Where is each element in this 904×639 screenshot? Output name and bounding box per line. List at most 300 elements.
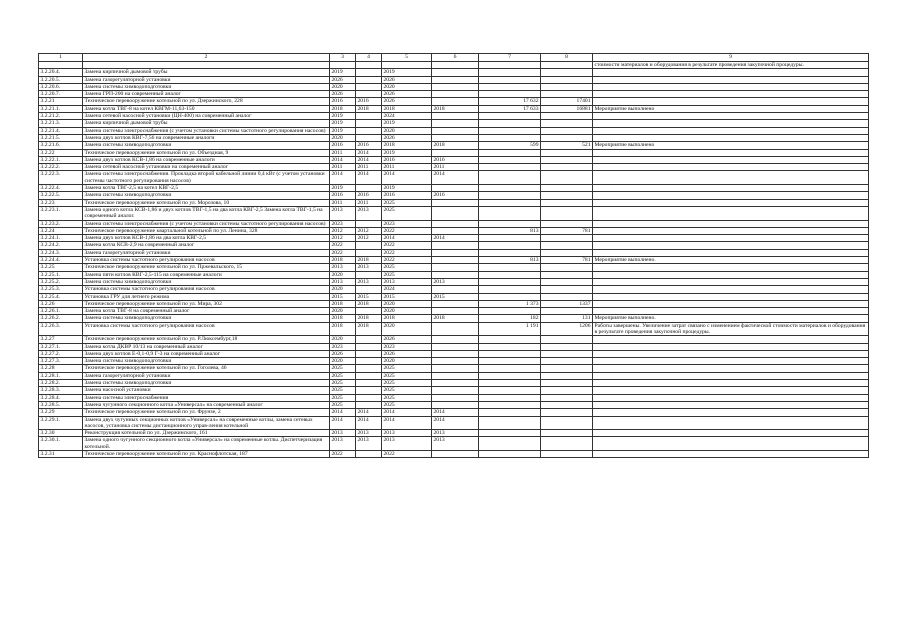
item-number: 3.2.26.3. bbox=[39, 322, 83, 336]
item-number: 3.2.25.4. bbox=[39, 293, 83, 300]
planned-cost bbox=[479, 437, 541, 451]
status-note bbox=[593, 380, 869, 387]
actual-start: 2014 bbox=[356, 416, 382, 430]
item-description: Замена системы химводоподготовки bbox=[83, 380, 330, 387]
planned-end bbox=[382, 62, 432, 69]
actual-end bbox=[432, 380, 479, 387]
status-note bbox=[593, 264, 869, 271]
planned-end: 2022 bbox=[382, 227, 432, 234]
status-note bbox=[593, 134, 869, 141]
item-description: Замена системы электроснабжения (с учетом установки системы частотного регулирования насосов) bbox=[83, 220, 330, 227]
actual-end: 2014 bbox=[432, 171, 479, 185]
actual-end bbox=[432, 220, 479, 227]
planned-start: 2020 bbox=[330, 134, 356, 141]
actual-start: 2018 bbox=[356, 300, 382, 307]
actual-cost bbox=[541, 308, 593, 315]
item-number: 3.2.28 bbox=[39, 365, 83, 372]
item-description: Замена двух котлов КВГ-7,56 на современные аналоги bbox=[83, 134, 330, 141]
actual-cost bbox=[541, 278, 593, 285]
planned-cost bbox=[479, 120, 541, 127]
actual-start bbox=[356, 336, 382, 343]
actual-start bbox=[356, 372, 382, 379]
planned-end: 2014 bbox=[382, 409, 432, 416]
item-description: Замена кирпичной дымовой трубы bbox=[83, 69, 330, 76]
planned-start: 2013 bbox=[330, 430, 356, 437]
planned-cost bbox=[479, 401, 541, 408]
planned-cost bbox=[479, 249, 541, 256]
status-note bbox=[593, 242, 869, 249]
actual-end: 2015 bbox=[432, 293, 479, 300]
actual-start bbox=[356, 220, 382, 227]
actual-cost bbox=[541, 286, 593, 293]
status-note bbox=[593, 192, 869, 199]
item-description: Замена системы химводоподготовки bbox=[83, 142, 330, 149]
planned-end: 2026 bbox=[382, 98, 432, 105]
column-number: 9 bbox=[593, 54, 869, 62]
actual-end: 2014 bbox=[432, 409, 479, 416]
table-row bbox=[39, 343, 869, 350]
actual-start: 2018 bbox=[356, 315, 382, 322]
item-number: 3.2.21.3. bbox=[39, 120, 83, 127]
actual-cost: 16881 bbox=[541, 105, 593, 112]
planned-end: 2026 bbox=[382, 336, 432, 343]
item-description: Замена кирпичной дымовой трубы bbox=[83, 120, 330, 127]
item-number: 3.2.27.2. bbox=[39, 350, 83, 357]
planned-start: 2020 bbox=[330, 271, 356, 278]
status-note bbox=[593, 127, 869, 134]
planned-end: 2015 bbox=[382, 293, 432, 300]
planned-cost bbox=[479, 387, 541, 394]
planned-end: 2019 bbox=[382, 120, 432, 127]
planned-start: 2011 bbox=[330, 164, 356, 171]
planned-cost bbox=[479, 83, 541, 90]
actual-cost bbox=[541, 249, 593, 256]
actual-end bbox=[432, 257, 479, 264]
status-note bbox=[593, 372, 869, 379]
column-number: 4 bbox=[356, 54, 382, 62]
actual-cost bbox=[541, 220, 593, 227]
status-note bbox=[593, 113, 869, 120]
planned-end: 2025 bbox=[382, 199, 432, 206]
actual-start: 2014 bbox=[356, 171, 382, 185]
planned-end: 2019 bbox=[382, 149, 432, 156]
planned-end: 2016 bbox=[382, 192, 432, 199]
actual-start bbox=[356, 365, 382, 372]
planned-cost bbox=[479, 192, 541, 199]
planned-cost bbox=[479, 127, 541, 134]
actual-start: 2012 bbox=[356, 227, 382, 234]
actual-end bbox=[432, 242, 479, 249]
planned-end: 2022 bbox=[382, 257, 432, 264]
table-row bbox=[39, 206, 869, 220]
item-description: Замена системы электроснабжения bbox=[83, 394, 330, 401]
planned-start: 2022 bbox=[330, 451, 356, 458]
status-note: стоимости материалов и оборудования в результате проведения закупочной процедуры. bbox=[593, 62, 869, 69]
item-number: 3.2.24 bbox=[39, 227, 83, 234]
item-number: 3.2.27.1. bbox=[39, 343, 83, 350]
planned-cost bbox=[479, 336, 541, 343]
table-row bbox=[39, 91, 869, 98]
actual-end bbox=[432, 336, 479, 343]
table-row bbox=[39, 171, 869, 185]
planned-end: 2020 bbox=[382, 308, 432, 315]
table-row bbox=[39, 134, 869, 141]
actual-cost: 1337 bbox=[541, 300, 593, 307]
planned-end: 2014 bbox=[382, 235, 432, 242]
actual-start bbox=[356, 350, 382, 357]
planned-end: 2026 bbox=[382, 91, 432, 98]
actual-end: 2014 bbox=[432, 416, 479, 430]
actual-cost bbox=[541, 358, 593, 365]
item-description: Техническое перевооружение котельной по ул. Фрунзе, 2 bbox=[83, 409, 330, 416]
item-number: 3.2.28.1. bbox=[39, 372, 83, 379]
column-number: 6 bbox=[432, 54, 479, 62]
actual-end bbox=[432, 69, 479, 76]
planned-start: 2019 bbox=[330, 69, 356, 76]
actual-end: 2016 bbox=[432, 156, 479, 163]
table-row bbox=[39, 380, 869, 387]
item-description: Замена сетевой насосной установки (ЦН-400) на современный аналог bbox=[83, 113, 330, 120]
column-number: 3 bbox=[330, 54, 356, 62]
table-row bbox=[39, 149, 869, 156]
actual-cost bbox=[541, 409, 593, 416]
actual-cost: 521 bbox=[541, 142, 593, 149]
planned-cost: 17 632 bbox=[479, 98, 541, 105]
item-number: 3.2.21 bbox=[39, 98, 83, 105]
item-description: Замена ГРП-200 на современный аналог bbox=[83, 91, 330, 98]
table-row bbox=[39, 394, 869, 401]
actual-end: 2016 bbox=[432, 192, 479, 199]
planned-end: 2024 bbox=[382, 286, 432, 293]
table-row bbox=[39, 62, 869, 69]
actual-start: 2011 bbox=[356, 199, 382, 206]
planned-end: 2020 bbox=[382, 83, 432, 90]
actual-end bbox=[432, 62, 479, 69]
actual-end: 2013 bbox=[432, 430, 479, 437]
item-number: 3.2.21.6. bbox=[39, 142, 83, 149]
planned-start: 2019 bbox=[330, 113, 356, 120]
item-number: 3.2.24.3. bbox=[39, 249, 83, 256]
planned-start: 2013 bbox=[330, 264, 356, 271]
table-row bbox=[39, 257, 869, 264]
table-row bbox=[39, 105, 869, 112]
actual-cost bbox=[541, 416, 593, 430]
planned-cost bbox=[479, 358, 541, 365]
actual-cost bbox=[541, 91, 593, 98]
status-note: Мероприятие выполнено. bbox=[593, 315, 869, 322]
actual-cost bbox=[541, 437, 593, 451]
planned-end: 2020 bbox=[382, 358, 432, 365]
actual-cost bbox=[541, 343, 593, 350]
item-description: Техническое перевооружение котельной по ул. Дзержинского, 228 bbox=[83, 98, 330, 105]
planned-end: 2016 bbox=[382, 156, 432, 163]
table-row bbox=[39, 69, 869, 76]
planned-cost bbox=[479, 199, 541, 206]
item-number: 3.2.24.4. bbox=[39, 257, 83, 264]
item-number: 3.2.23.1. bbox=[39, 206, 83, 220]
item-description: Техническое перевооружение котельной по ул. Гоголева, 46 bbox=[83, 365, 330, 372]
item-number: 3.2.27.3. bbox=[39, 358, 83, 365]
item-description: Замена двух котлов КСВ-1,86 на два котла КВГ-2,5 bbox=[83, 235, 330, 242]
planned-end: 2020 bbox=[382, 300, 432, 307]
actual-end bbox=[432, 308, 479, 315]
actual-start bbox=[356, 343, 382, 350]
item-description: Замена системы химводоподготовки bbox=[83, 315, 330, 322]
item-number: 3.2.24.1. bbox=[39, 235, 83, 242]
planned-end: 2025 bbox=[382, 394, 432, 401]
table-row bbox=[39, 409, 869, 416]
status-note bbox=[593, 286, 869, 293]
table-row bbox=[39, 192, 869, 199]
planned-end: 2014 bbox=[382, 171, 432, 185]
table-row bbox=[39, 365, 869, 372]
planned-end: 2024 bbox=[382, 113, 432, 120]
planned-cost bbox=[479, 171, 541, 185]
actual-end bbox=[432, 149, 479, 156]
item-description: Замена насосной установки bbox=[83, 387, 330, 394]
table-row bbox=[39, 156, 869, 163]
actual-start bbox=[356, 401, 382, 408]
item-number: 3.2.20.5. bbox=[39, 76, 83, 83]
planned-start: 2016 bbox=[330, 142, 356, 149]
actual-end bbox=[432, 91, 479, 98]
planned-end: 2011 bbox=[382, 164, 432, 171]
actual-end bbox=[432, 206, 479, 220]
item-description: Техническое перевооружение котельной по ул. Краснофлотская, 187 bbox=[83, 451, 330, 458]
table-row bbox=[39, 293, 869, 300]
column-number: 5 bbox=[382, 54, 432, 62]
planned-start: 2019 bbox=[330, 185, 356, 192]
item-number: 3.2.25.1. bbox=[39, 271, 83, 278]
item-description: Замена двух котлов КСВ-1,86 на современные аналоги bbox=[83, 156, 330, 163]
planned-cost bbox=[479, 91, 541, 98]
planned-start: 2025 bbox=[330, 401, 356, 408]
planned-cost: 17 633 bbox=[479, 105, 541, 112]
item-description: Замена одного котла КСВ-1,86 и двух котлов ТВГ-1,5 на два котла КВГ-2,5 Замена котла ТВГ-1,5 на современный аналог. bbox=[83, 206, 330, 220]
item-description: Техническое перевооружение квартальной котельной по ул. Ленина, 328 bbox=[83, 227, 330, 234]
actual-start bbox=[356, 387, 382, 394]
planned-cost bbox=[479, 242, 541, 249]
item-number: 3.2.21.2. bbox=[39, 113, 83, 120]
status-note bbox=[593, 300, 869, 307]
item-description: Замена системы химводоподготовки bbox=[83, 358, 330, 365]
actual-start bbox=[356, 120, 382, 127]
actual-cost bbox=[541, 185, 593, 192]
planned-cost bbox=[479, 206, 541, 220]
planned-cost bbox=[479, 430, 541, 437]
planned-cost bbox=[479, 365, 541, 372]
planned-end: 2025 bbox=[382, 365, 432, 372]
actual-start: 2013 bbox=[356, 278, 382, 285]
item-description: Замена котла ТВГ-8 на котел КВГМ-11,63-150 bbox=[83, 105, 330, 112]
item-number: 3.2.23 bbox=[39, 199, 83, 206]
actual-end: 2011 bbox=[432, 164, 479, 171]
planned-start: 2015 bbox=[330, 293, 356, 300]
planned-cost bbox=[479, 416, 541, 430]
planned-start: 2016 bbox=[330, 98, 356, 105]
actual-cost: 1206 bbox=[541, 322, 593, 336]
item-number: 3.2.30 bbox=[39, 430, 83, 437]
planned-cost bbox=[479, 380, 541, 387]
planned-end: 2019 bbox=[382, 69, 432, 76]
status-note bbox=[593, 235, 869, 242]
item-number: 3.2.25.3. bbox=[39, 286, 83, 293]
status-note bbox=[593, 171, 869, 185]
actual-start bbox=[356, 113, 382, 120]
column-number: 1 bbox=[39, 54, 83, 62]
planned-end: 2018 bbox=[382, 105, 432, 112]
table-row bbox=[39, 249, 869, 256]
actual-end bbox=[432, 372, 479, 379]
status-note bbox=[593, 401, 869, 408]
planned-cost bbox=[479, 278, 541, 285]
status-note bbox=[593, 120, 869, 127]
actual-end bbox=[432, 199, 479, 206]
planned-start: 2026 bbox=[330, 350, 356, 357]
status-note bbox=[593, 387, 869, 394]
planned-cost bbox=[479, 394, 541, 401]
table-row bbox=[39, 308, 869, 315]
table-row bbox=[39, 322, 869, 336]
item-number: 3.2.30.1. bbox=[39, 437, 83, 451]
item-number: 3.2.28.5. bbox=[39, 401, 83, 408]
item-number: 3.2.22 bbox=[39, 149, 83, 156]
actual-cost bbox=[541, 264, 593, 271]
status-note bbox=[593, 199, 869, 206]
actual-end: 2013 bbox=[432, 278, 479, 285]
actual-cost bbox=[541, 293, 593, 300]
actual-start bbox=[356, 249, 382, 256]
item-number: 3.2.22.1. bbox=[39, 156, 83, 163]
actual-start bbox=[356, 451, 382, 458]
planned-end: 2026 bbox=[382, 76, 432, 83]
actual-start: 2016 bbox=[356, 142, 382, 149]
planned-cost bbox=[479, 134, 541, 141]
actual-start: 2015 bbox=[356, 293, 382, 300]
planned-start: 2013 bbox=[330, 437, 356, 451]
table-row bbox=[39, 451, 869, 458]
actual-end bbox=[432, 76, 479, 83]
status-note: Мероприятие выполнено bbox=[593, 105, 869, 112]
actual-start bbox=[356, 358, 382, 365]
item-description: Замена двух чугунных секционных котлов «Универсал» на современные котлы, замена сетевых насосов, установка системы дистанционного управ-ления котельной bbox=[83, 416, 330, 430]
planned-end: 2018 bbox=[382, 142, 432, 149]
planned-end: 2025 bbox=[382, 401, 432, 408]
status-note bbox=[593, 430, 869, 437]
status-note: Работы завершены. Увеличение затрат связано с изменением фактической стоимости материалов и оборудования в результате проведения закупочной процедуры. bbox=[593, 322, 869, 336]
item-description: Замена сетевой насосной установки на современный аналог bbox=[83, 164, 330, 171]
actual-cost bbox=[541, 235, 593, 242]
planned-start: 2025 bbox=[330, 365, 356, 372]
item-number: 3.2.29 bbox=[39, 409, 83, 416]
item-description: Техническое перевооружение котельной по ул. Пржевальского, 15 bbox=[83, 264, 330, 271]
item-description: Установка ГРУ для летнего режима bbox=[83, 293, 330, 300]
actual-start: 2014 bbox=[356, 149, 382, 156]
table-row bbox=[39, 83, 869, 90]
planned-cost bbox=[479, 293, 541, 300]
item-number: 3.2.20.6. bbox=[39, 83, 83, 90]
planned-start bbox=[330, 62, 356, 69]
actual-start bbox=[356, 62, 382, 69]
actual-start bbox=[356, 271, 382, 278]
status-note: Мероприятие выполнено. bbox=[593, 257, 869, 264]
item-number: 3.2.28.2. bbox=[39, 380, 83, 387]
actual-cost: 781 bbox=[541, 227, 593, 234]
actual-cost bbox=[541, 76, 593, 83]
planned-end: 2025 bbox=[382, 387, 432, 394]
status-note bbox=[593, 227, 869, 234]
item-number: 3.2.25 bbox=[39, 264, 83, 271]
actual-end bbox=[432, 401, 479, 408]
item-number: 3.2.28.3. bbox=[39, 387, 83, 394]
item-description: Замена котла КСВ-2,9 на современный аналог bbox=[83, 242, 330, 249]
status-note bbox=[593, 83, 869, 90]
actual-cost bbox=[541, 336, 593, 343]
actual-cost bbox=[541, 120, 593, 127]
planned-end: 2025 bbox=[382, 380, 432, 387]
item-description: Замена котла ДКВР 10/13 на современный аналог bbox=[83, 343, 330, 350]
item-number: 3.2.22.2. bbox=[39, 164, 83, 171]
item-number: 3.2.24.2. bbox=[39, 242, 83, 249]
item-description: Техническое перевооружение котельной по ул. Морозова, 10 bbox=[83, 199, 330, 206]
planned-start: 2025 bbox=[330, 372, 356, 379]
item-description: Техническое перевооружение котельной по ул. Р.Люксембург,18 bbox=[83, 336, 330, 343]
planned-start: 2026 bbox=[330, 91, 356, 98]
item-description: Замена двух котлов Е-0,1-0,9 Г-3 на современный аналог bbox=[83, 350, 330, 357]
table-row bbox=[39, 278, 869, 285]
planned-start: 2020 bbox=[330, 336, 356, 343]
actual-cost bbox=[541, 365, 593, 372]
status-note bbox=[593, 365, 869, 372]
actual-end: 2018 bbox=[432, 315, 479, 322]
item-description: Замена газорегуляторной установки bbox=[83, 372, 330, 379]
table-row bbox=[39, 242, 869, 249]
actual-end bbox=[432, 271, 479, 278]
planned-start: 2019 bbox=[330, 120, 356, 127]
planned-start: 2025 bbox=[330, 394, 356, 401]
table-row bbox=[39, 220, 869, 227]
item-description: Замена системы электроснабжения (с учетом установки системы частотного регулирования насосов) bbox=[83, 127, 330, 134]
table-row bbox=[39, 264, 869, 271]
item-description: Замена котла ТВГ-2,5 на котел КВГ-2,5 bbox=[83, 185, 330, 192]
planned-start: 2020 bbox=[330, 83, 356, 90]
status-note bbox=[593, 350, 869, 357]
table-row bbox=[39, 235, 869, 242]
actual-end: 2018 bbox=[432, 142, 479, 149]
actual-end bbox=[432, 134, 479, 141]
actual-end: 2018 bbox=[432, 105, 479, 112]
planned-end: 2014 bbox=[382, 416, 432, 430]
actual-end bbox=[432, 365, 479, 372]
planned-cost bbox=[479, 164, 541, 171]
planned-start: 2023 bbox=[330, 220, 356, 227]
actual-end bbox=[432, 264, 479, 271]
status-note bbox=[593, 278, 869, 285]
planned-start: 2020 bbox=[330, 286, 356, 293]
planned-start: 2022 bbox=[330, 249, 356, 256]
planned-cost bbox=[479, 235, 541, 242]
status-note bbox=[593, 149, 869, 156]
planned-cost bbox=[479, 113, 541, 120]
status-note bbox=[593, 91, 869, 98]
planned-start: 2026 bbox=[330, 76, 356, 83]
planned-start: 2018 bbox=[330, 257, 356, 264]
planned-start: 2013 bbox=[330, 206, 356, 220]
item-number: 3.2.22.4. bbox=[39, 185, 83, 192]
actual-cost bbox=[541, 62, 593, 69]
planned-end: 2026 bbox=[382, 350, 432, 357]
planned-cost bbox=[479, 69, 541, 76]
